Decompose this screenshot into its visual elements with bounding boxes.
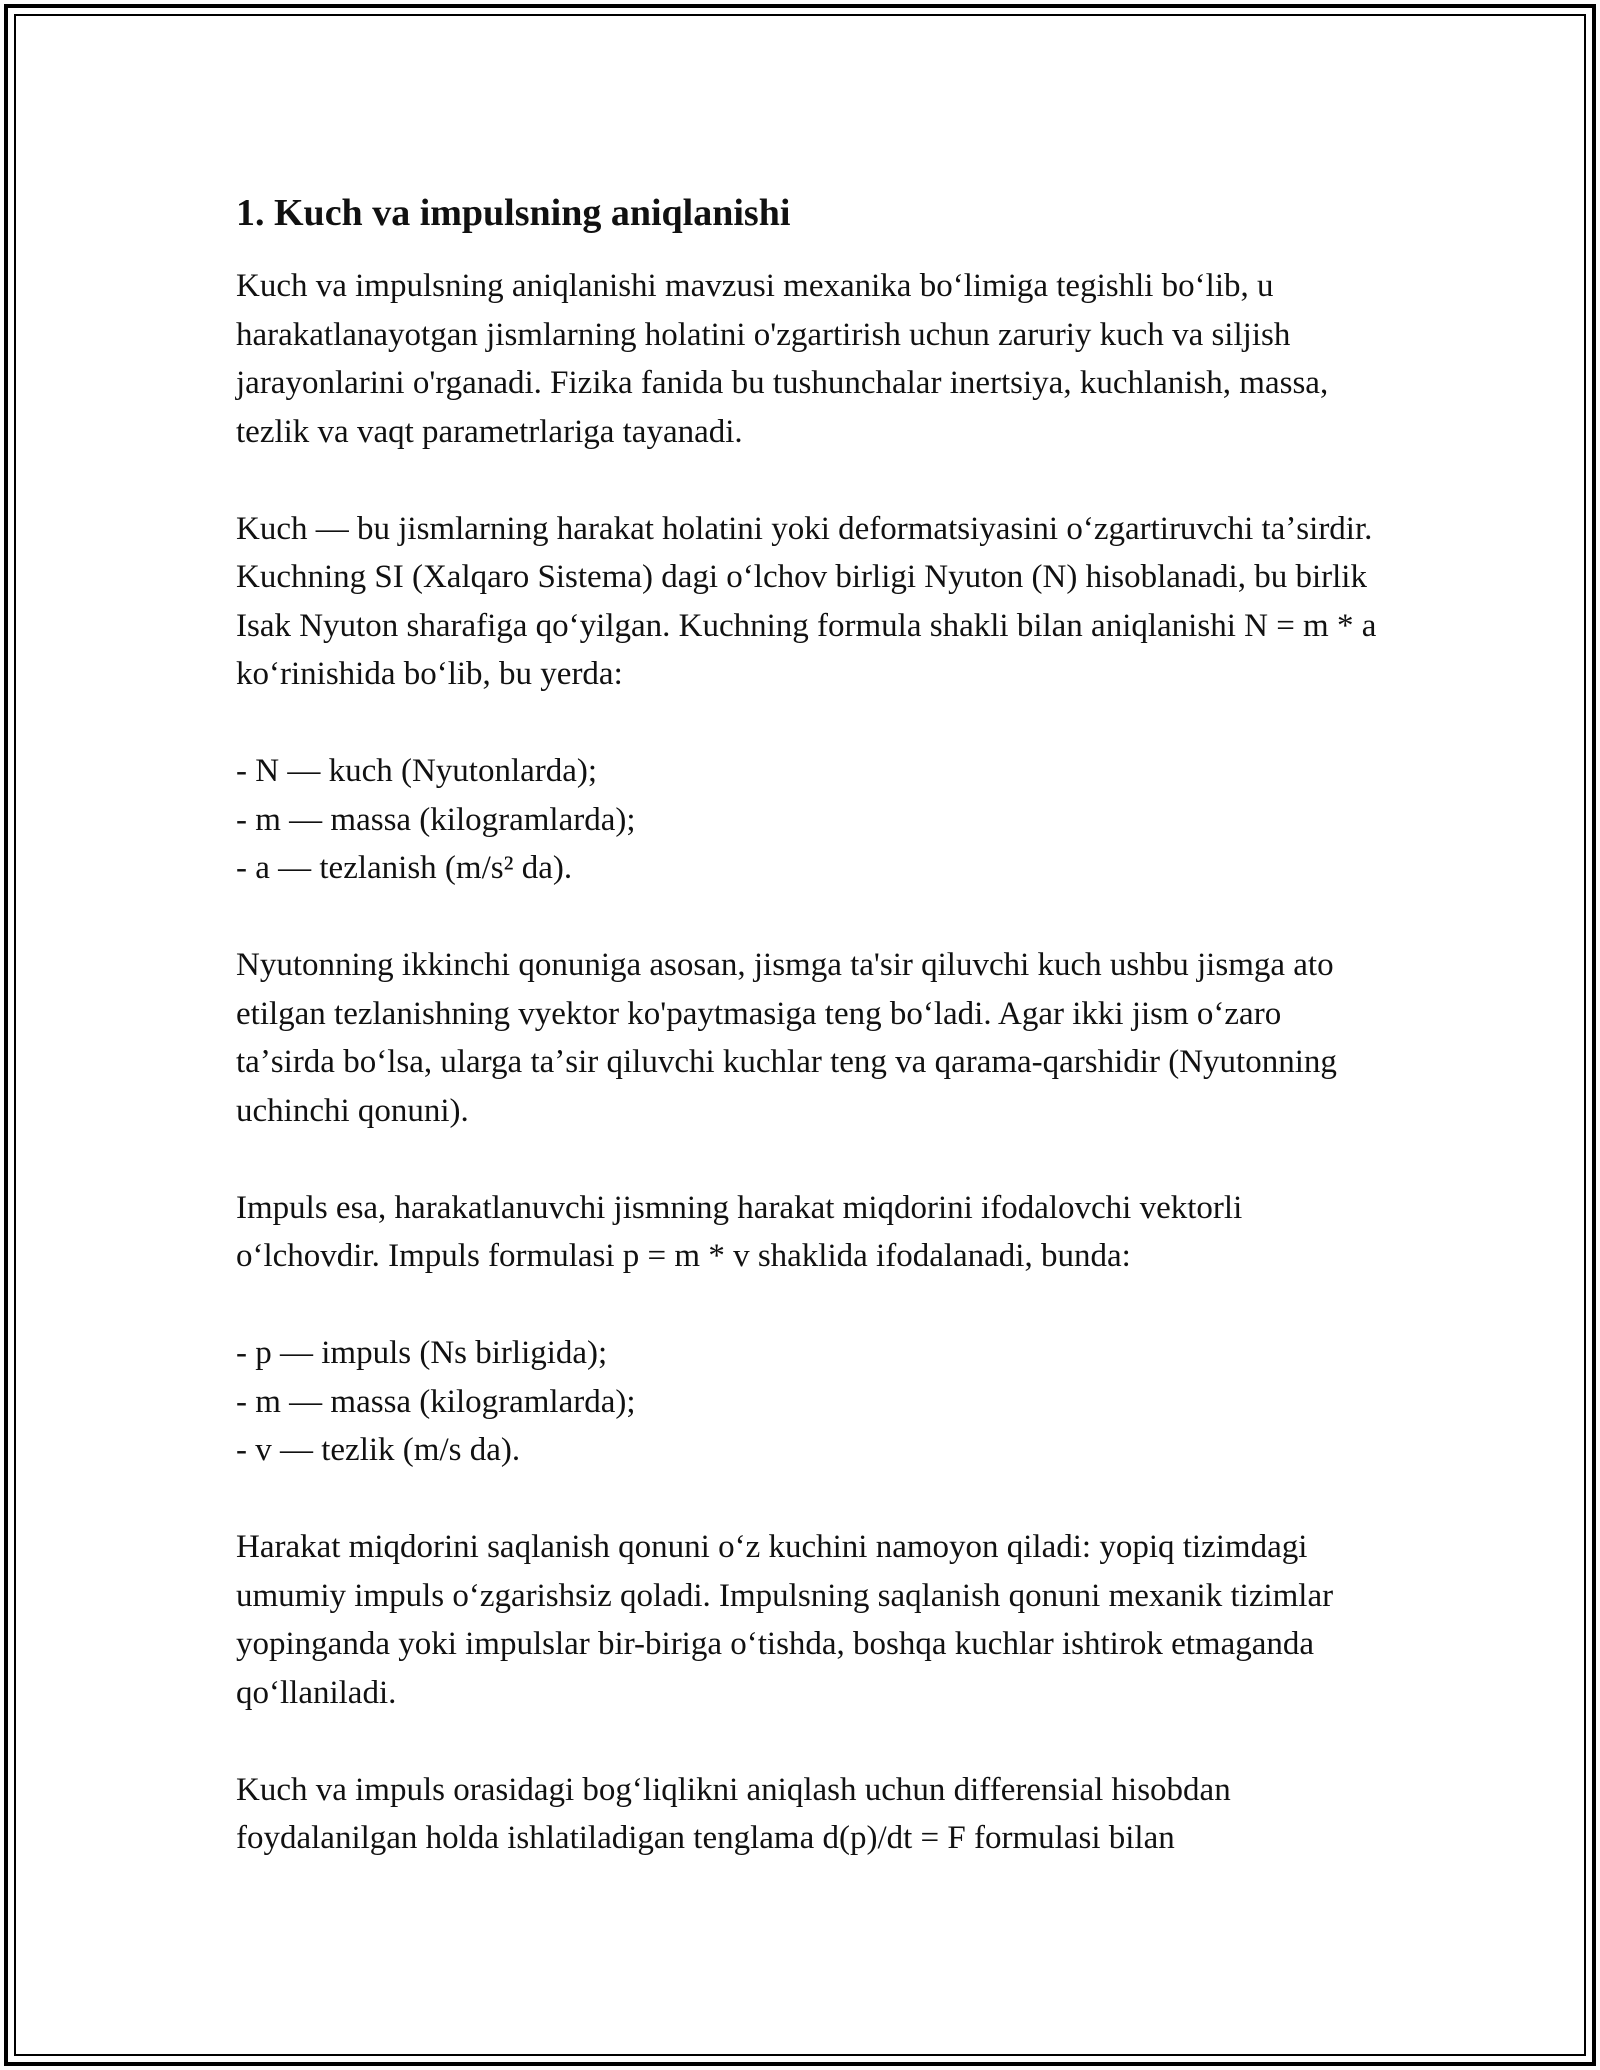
list-item: - v — tezlik (m/s da). — [236, 1432, 521, 1468]
paragraph-impulse-definition: Impuls esa, harakatlanuvchi jismning harakat miqdorini ifodalovchi vektorli oʻlchovdir. Impuls formulasi p = m * v shaklida ifodalanadi, bunda: — [236, 1189, 1243, 1274]
list-item: - m — massa (kilogramlarda); — [236, 801, 636, 838]
paragraph-force-definition: Kuch — bu jismlarning harakat holatini yoki deformatsiyasini oʻzgartiruvchi taʼsirdir. Kuchning SI (Xalqaro Sistema) dagi oʻlchov birligi Nyuton (N) hisoblanadi, bu birlik Isak Nyuton sharafiga qoʻyilgan. Kuchning formula shakli bilan aniqlanishi N = m * a koʻrinishida boʻlib, bu yerda: — [236, 510, 1377, 692]
paragraph-newton-laws: Nyutonning ikkinchi qonuniga asosan, jismga ta'sir qiluvchi kuch ushbu jismga ato etilgan tezlanishning vyektor ko'paytmasiga teng boʻladi. Agar ikki jism oʻzaro taʼsirda boʻlsa, ularga taʼsir qiluvchi kuchlar teng va qarama-qarshidir (Nyutonning uchinchi qonuni). — [236, 947, 1337, 1129]
force-variables-list — [236, 747, 1386, 893]
list-item: - p — impuls (Ns birligida); — [236, 1335, 608, 1371]
list-item: - N — kuch (Nyutonlarda); — [236, 753, 598, 789]
document-body — [236, 186, 1386, 1911]
list-item: - a — tezlanish (m/s² da). — [236, 850, 573, 886]
section-heading: 1. Kuch va impulsning aniqlanishi — [236, 192, 791, 234]
paragraph-force-impulse-relation: Kuch va impuls orasidagi bogʻliqlikni aniqlash uchun differensial hisobdan foydalanilgan holda ishlatiladigan tenglama d(p)/dt = F formulasi bilan — [236, 1771, 1231, 1856]
impulse-variables-list — [236, 1329, 1386, 1475]
paragraph-intro: Kuch va impulsning aniqlanishi mavzusi mexanika boʻlimiga tegishli boʻlib, u harakatlanayotgan jismlarning holatini o'zgartirish uchun zaruriy kuch va siljish jarayonlarini o'rganadi. Fizika fanida bu tushunchalar inertsiya, kuchlanish, massa, tezlik va vaqt parametrlariga tayanadi. — [236, 268, 1329, 450]
list-item: - m — massa (kilogramlarda); — [236, 1383, 636, 1420]
paragraph-conservation-law: Harakat miqdorini saqlanish qonuni oʻz kuchini namoyon qiladi: yopiq tizimdagi umumiy impuls oʻzgarishsiz qoladi. Impulsning saqlanish qonuni mexanik tizimlar yopinganda yoki impulslar bir-biriga oʻtishda, boshqa kuchlar ishtirok etmaganda qoʻllaniladi. — [236, 1529, 1334, 1711]
